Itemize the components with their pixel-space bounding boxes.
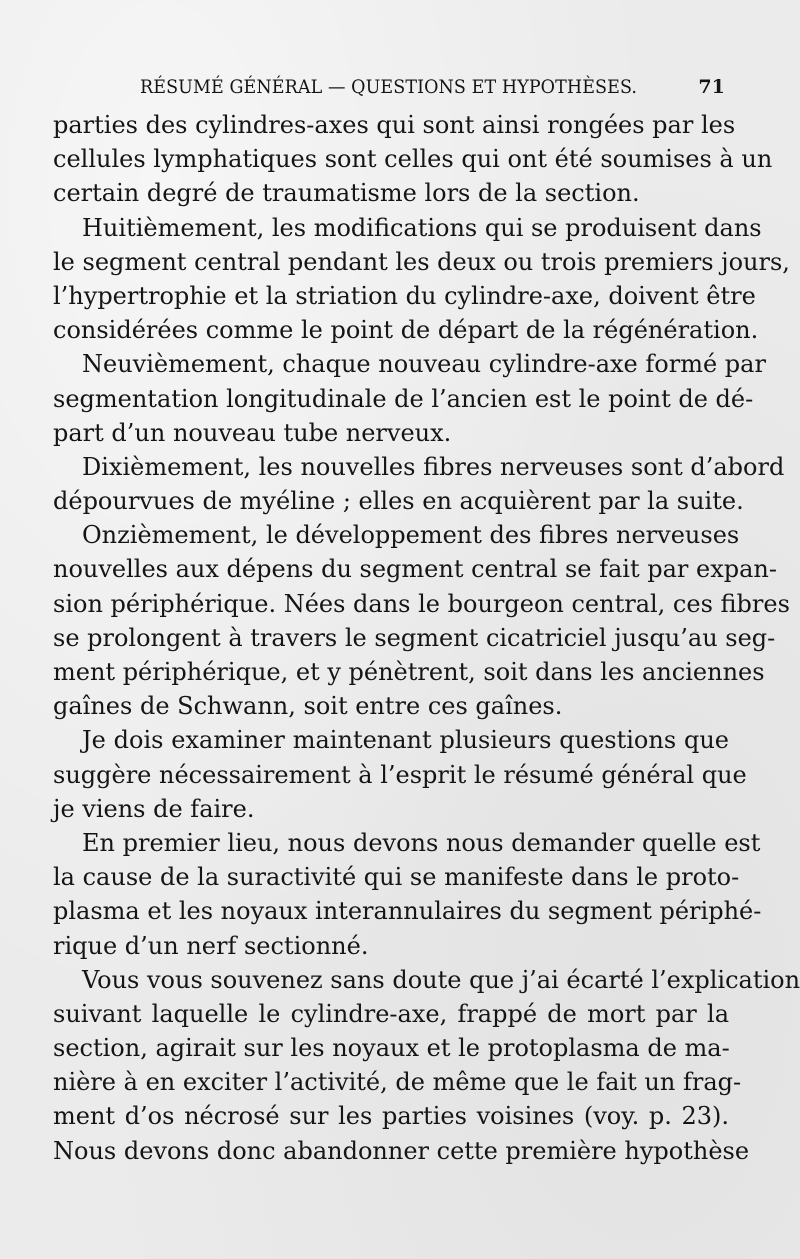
text-line: plasma et les noyaux interannulaires du segment périphé-	[53, 897, 762, 926]
running-head: RÉSUMÉ GÉNÉRAL — QUESTIONS ET HYPOTHÈSES.	[140, 76, 638, 98]
paragraph-group-4	[53, 963, 800, 1168]
text-line: Neuvièmement, chaque nouveau cylindre-axe formé par	[82, 350, 766, 379]
text-line: se prolongent à travers le segment cicatriciel jusqu’au seg-	[53, 623, 776, 652]
text-line: la cause de la suractivité qui se manifeste dans le proto-	[53, 863, 740, 892]
text-line: rique d’un nerf sectionné.	[53, 931, 369, 960]
text-line: Dixièmement, les nouvelles fibres nerveuses sont d’abord	[82, 452, 785, 481]
text-line: suggère nécessairement à l’esprit le résumé général que	[53, 760, 747, 789]
text-line: parties des cylindres-axes qui sont ainsi rongées par les	[53, 111, 736, 139]
text-line: Je dois examiner maintenant plusieurs questions que	[82, 726, 729, 755]
text-line: part d’un nouveau tube nerveux.	[53, 418, 452, 447]
text-line: nière à en exciter l’activité, de même que le fait un frag-	[53, 1068, 742, 1097]
text-line: ment d’os nécrosé sur les parties voisines (voy. p. 23).	[53, 1102, 729, 1131]
text-line: section, agirait sur les noyaux et le protoplasma de ma-	[53, 1034, 730, 1063]
page-header	[140, 76, 725, 100]
body-text	[53, 108, 800, 1168]
text-line: je viens de faire.	[53, 794, 255, 823]
text-line: Huitièmement, les modifications qui se produisent dans	[82, 213, 762, 242]
text-line: cellules lymphatiques sont celles qui ont été soumises à un	[53, 145, 773, 174]
text-line: Vous vous souvenez sans doute que j’ai écarté l’explication	[82, 965, 800, 994]
text-line: sion périphérique. Nées dans le bourgeon central, ces fibres	[53, 589, 790, 618]
text-line: l’hypertrophie et la striation du cylindre-axe, doivent être	[53, 281, 756, 310]
text-line: Nous devons donc abandonner cette première hypothèse	[53, 1136, 750, 1165]
text-line: dépourvues de myéline ; elles en acquièrent par la suite.	[53, 487, 744, 516]
text-line: le segment central pendant les deux ou trois premiers jours,	[53, 247, 790, 276]
paragraph-group-1	[53, 108, 790, 723]
text-line: suivant laquelle le cylindre-axe, frappé de mort par la	[53, 999, 729, 1028]
text-line: En premier lieu, nous devons nous demander quelle est	[82, 828, 761, 857]
paragraph-group-3	[53, 826, 762, 963]
text-line: gaînes de Schwann, soit entre ces gaînes.	[53, 692, 563, 721]
text-line: nouvelles aux dépens du segment central se fait par expan-	[53, 555, 777, 584]
page-number: 71	[698, 76, 725, 98]
text-line: considérées comme le point de départ de la régénération.	[53, 316, 759, 345]
text-line: segmentation longitudinale de l’ancien est le point de dé-	[53, 384, 754, 413]
text-line: Onzièmement, le développement des fibres nerveuses	[82, 521, 740, 550]
text-line: certain degré de traumatisme lors de la section.	[53, 179, 640, 208]
paragraph-group-2	[53, 723, 747, 826]
text-line: ment périphérique, et y pénètrent, soit dans les anciennes	[53, 658, 765, 686]
